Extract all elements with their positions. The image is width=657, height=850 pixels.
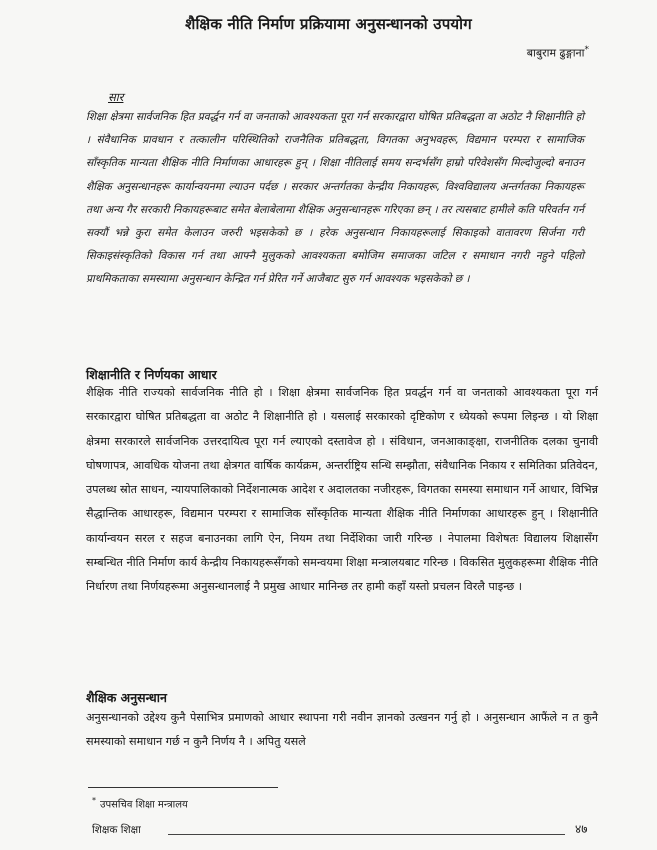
author-line [527,45,589,61]
section-body-research: अनुसन्धानको उद्देश्य कुनै पेसाभित्र प्रमाणको आधार स्थापना गरी नवीन ज्ञानको उत्खनन गर्नु हो । अनुसन्धान आफैंले न त कुनै समस्याको समाधान गर्छ न कुनै निर्णय नै । अपितु यसले [86,711,598,749]
footnote [92,796,188,810]
author-name: बाबुराम ढुङ्गाना [526,46,585,60]
abstract-text: शिक्षा क्षेत्रमा सार्वजनिक हित प्रवर्द्धन गर्न वा जनताको आवश्यकता पूरा गर्न सरकारद्वारा घोषित प्रतिबद्धता वा अठोट नै शिक्षानीति हो । संवैधानिक प्रावधान र तत्कालीन परिस्थितिको राजनैतिक प्रतिबद्धता, विगतका अनुभवहरू, विद्यमान परम्परा र सामाजिक साँस्कृतिक मान्यता शैक्षिक नीति निर्माणका आधारहरू हुन् । शिक्षा नीतिलाई समय सन्दर्भसँग हाम्रो परिवेशसँग मिल्दोजुल्दो बनाउन शैक्षिक अनुसन्धानहरू कार्यान्वयनमा ल्याउन पर्दछ । सरकार अन्तर्गतका केन्द्रीय निकायहरू, विश्वविद्यालय अन्तर्गतका निकायहरू तथा अन्य गैर सरकारी निकायहरूबाट समेत बेलाबेलामा शैक्षिक अनुसन्धानहरू गरिएका छन् । तर त्यसबाट हामीले कति परिवर्तन गर्न सक्यौं भन्ने कुरा समेत केलाउन जरुरी भइसकेको छ । हरेक अनुसन्धान निकायहरूलाई सिकाइको वातावरण सिर्जना गरी सिकाइसंस्कृतिको विकास गर्न तथा आफ्नै मुलुकको आवश्यकता बमोजिम समाजका जटिल र समाधान नगरी नहुने पहिलो प्राथमिकताका समस्यामा अनुसन्धान केन्द्रित गर्न प्रेरित गर्ने आजैबाट सुरु गर्न आवश्यक भइसकेको छ । [86,111,584,286]
article-title: शैक्षिक नीति निर्माण प्रक्रियामा अनुसन्धानको उपयोग [185,15,472,33]
abstract-heading: सार [108,90,124,104]
section-body-policy-basis: शैक्षिक नीति राज्यको सार्वजनिक नीति हो । शिक्षा क्षेत्रमा सार्वजनिक हित प्रवर्द्धन गर्न वा जनताको आवश्यकता पूरा गर्न सरकारद्वारा घोषित प्रतिबद्धता वा अठोट नै शिक्षानीति हो । यसलाई सरकारको दृष्टिकोण र ध्येयको रूपमा लिइन्छ । यो शिक्षा क्षेत्रमा सरकारले सार्वजनिक उत्तरदायित्व पूरा गर्न ल्याएको दस्तावेज हो । संविधान, जनआकाङ्क्षा, राजनीतिक दलका चुनावी घोषणापत्र, आवधिक योजना तथा क्षेत्रगत वार्षिक कार्यक्रम, अन्तर्राष्ट्रिय सन्धि सम्झौता, संवैधानिक निकाय र समितिका प्रतिवेदन, उपलब्ध स्रोत साधन, न्यायपालिकाको निर्देशनात्मक आदेश र अदालतका नजीरहरू, विगतका समस्या समाधान गर्ने आधार, विभिन्न सैद्धान्तिक आधारहरू, विद्यमान परम्परा र सामाजिक साँस्कृतिक मान्यता शैक्षिक नीति निर्माणका आधारहरू हुन् । शिक्षानीति कार्यान्वयन सरल र सहज बनाउनका लागि ऐन, नियम तथा निर्देशिका जारी गरिन्छ । नेपालमा विशेषतः विद्यालय शिक्षासँग सम्बन्धित नीति निर्माण कार्य केन्द्रीय निकायहरूसँगको समन्वयमा शिक्षा मन्त्रालयबाट गरिन्छ । विकसित मुलुकहरूमा शैक्षिक नीति निर्धारण तथा निर्णयहरूमा अनुसन्धानलाई नै प्रमुख आधार मानिन्छ तर हामी कहाँ यस्तो प्रचलन विरलै पाइन्छ । [86,386,598,594]
section-heading-policy-basis: शिक्षानीति र निर्णयका आधार [86,367,217,382]
section-heading-research: शैक्षिक अनुसन्धान [86,690,167,705]
footnote-text: उपसचिव शिक्षा मन्त्रालय [100,799,188,811]
footnote-divider [88,787,278,788]
footer-journal-name: शिक्षक शिक्षा [92,824,141,836]
author-footnote-mark: * [584,45,589,55]
page-number: ४७ [575,822,588,836]
footnote-mark: * [92,796,96,805]
footer-rule [168,834,565,835]
